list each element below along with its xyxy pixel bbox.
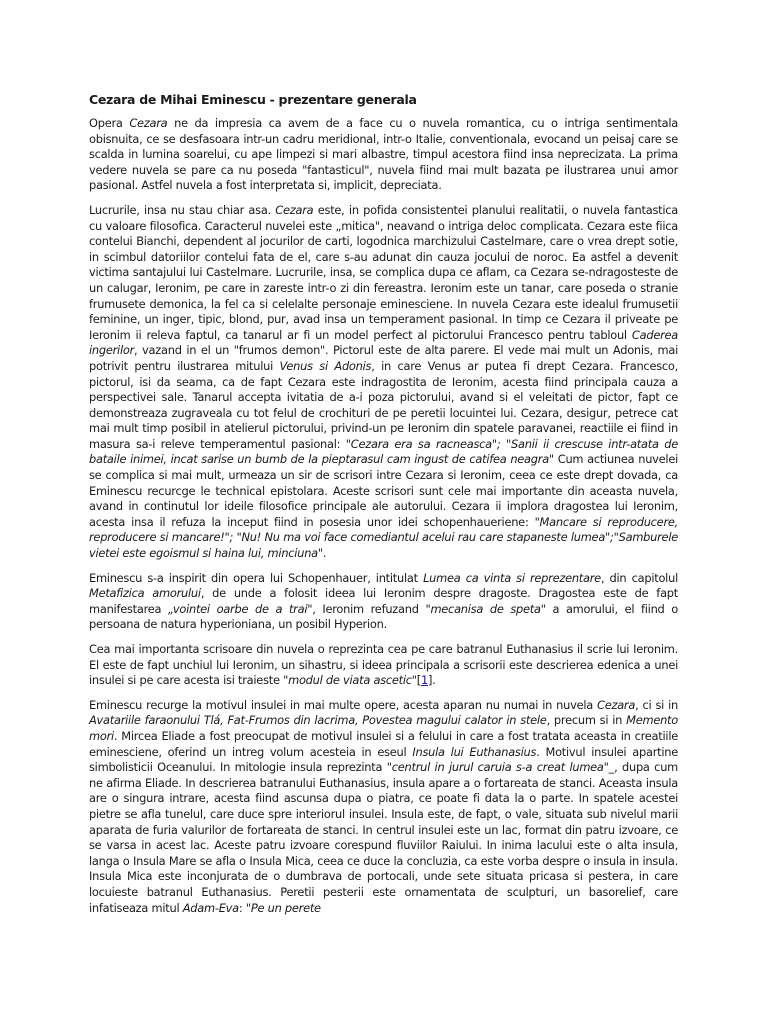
text-run: Cea mai importanta scrisoare din nuvela o reprezinta cea pe care batranul Euthanasius il scrie lui Ieronim. El este de fapt unchiul lui Ieronim, un sihastru, si ideea principala a scrisorii este descrierea edenica a unei insulei si pe care acesta isi traieste xyxy=(89,642,678,688)
text-run: . Motivul insulei apartine simbolisticii Oceanului. In mitologie insula reprezinta xyxy=(89,744,679,775)
text-run: : xyxy=(238,900,246,915)
italic-text-run: Memento mori xyxy=(89,713,678,743)
italic-text-run: „vointei oarbe de a trai" xyxy=(168,601,313,616)
text-run: Eminescu recurge la motivul insulei in mai multe opere, acesta aparan nu numai in nuvela xyxy=(89,697,598,712)
text-run: _, dupa cum ne afirma Eliade. In descrierea batranului Euthanasius, insula apare a o fortareata de stanci. Aceasta insula are o singura intrare, acesta fiind ascunsa dupa o piatra, ce poate fi data la o parte. In spatele acestei pietre se afla tunelul, care duce spre interiorul insulei. Insula este, de fapt, o vale, situata sub nivelul marii aparata de furia valurilor de fortareata de stanci. In centrul insulei este un lac, format din patru izvoare, ce se varsa in acest lac. Aceste patru izvoare corespund fluviilor Raiului. In inima lacului este o alta insula, langa o Insula Mare se afla o Insula Mica, ceea ce duce la concluzia, ca este vorba despre o insula in insula. Insula Mica este inconjurata de o dumbrava de portocali, unde sete situata pricasa si pestera, in care locuieste batranul Euthanasius. Peretii pesterii este ornamentata de sculpturi, un basorelief, care infatiseaza mitul xyxy=(89,760,679,915)
text-run: , in care Venus ar putea fi drept Cezara. Francesco, pictorul, isi da seama, ca de fapt Cezara este indragostita de Ieronim, acesta fiind principala cauza a perspectivei sale. Tanarul accepta ivitatia de a-i poza pictorului, avand si el veleitati de pictor, fapt ce demonstreaza zugraveala cu tot felul de crochituri de pe peretii locuintei lui. Cezara, desigur, petrece cat mai mult timp posibil in atelierul pictorului, privind-un pe Ieronim din spatele paravanei, reactiile ei fiind in masura sa-i releve temperamentul pasional: xyxy=(89,358,678,451)
paragraph xyxy=(89,698,678,916)
italic-text-run: Adam-Eva xyxy=(182,900,239,915)
text-run: , Ieronim refuzand xyxy=(312,601,426,616)
text-run: . xyxy=(322,546,327,561)
text-run: Lucrurile, insa nu stau chiar asa. xyxy=(89,202,276,217)
text-run: , precum si in xyxy=(546,713,627,728)
italic-text-run: Metafizica amorului xyxy=(89,586,201,601)
text-run: , din capitolul xyxy=(600,570,678,585)
paragraph xyxy=(89,571,678,633)
italic-text-run: Lumea ca vinta si reprezentare xyxy=(423,570,601,585)
text-run: , ci si in xyxy=(635,697,678,712)
document-page xyxy=(89,92,678,925)
italic-text-run: "Pe un perete xyxy=(245,900,321,915)
italic-text-run: "centrul in jurul caruia s-a creat lumea" xyxy=(386,760,609,775)
document-body xyxy=(89,116,678,916)
paragraph xyxy=(89,203,678,562)
text-run: este, in pofida consistentei planului realitatii, o nuvela fantastica cu valoare filosofica. Caracterul nuvelei este „mitica", neavand o intriga deloc complicata. Cezara este fiica contelui Bianchi, dependent al jocurilor de carti, logodnica marchizului Castelmare, care o vrea drept sotie, in scimbul datoriilor contelui fata de el, care s-au adunat din cauza jocului de noroc. Ea astfel a devenit victima santajului lui Castelmare. Lucrurile, insa, se complica dupa ce aflam, ca Cezara se-ndragosteste de un calugar, Ieronim, pe care in zareste intr-o zi din fereastra. Ieronim este un tanar, care poseda o stranie frumusete demonica, la fel ca si celelalte personaje eminesciene. In nuvela Cezara este idealul frumusetii feminine, un inger, tipic, blond, pur, avad insa un temperament pasional. In timp ce Cezara il priveate pe Ieronim ii releva faptul, ca tanarul ar fi un model perfect al pictorului Francesco pentru tabloul xyxy=(89,202,679,342)
text-run: , de unde a folosit ideea lui Ieronim despre dragoste. Dragostea este de fapt manifestarea xyxy=(89,586,678,616)
text-run: . Mircea Eliade a fost preocupat de motivul insulei si a felului in care a fost tratata aceasta in creatiile eminesciene, oferind un intreg volum acesteia in eseul xyxy=(89,728,678,759)
text-run: , vazand in el un "frumos demon". Pictorul este de alta parere. El vede mai mult un Adonis, mai potrivit pentru ilustrarea mitului xyxy=(89,343,678,373)
italic-text-run: "Cezara era sa racneasca"; "Sanii ii crescuse intr-atata de bataile inimei, incat sarise un bumb de la pieptarasul cam ingust de catifea neagra" xyxy=(89,436,678,467)
italic-text-run: Cezara xyxy=(129,116,168,130)
document-title: Cezara de Mihai Eminescu - prezentare generala xyxy=(89,92,417,107)
italic-text-run: Insula lui Euthanasius xyxy=(412,744,537,759)
text-run: a amorului, el fiind o persoana de natura hyperioniana, un posibil Hyperion. xyxy=(89,601,679,632)
text-run: Opera xyxy=(89,116,130,130)
paragraph xyxy=(89,116,678,194)
text-run: [ xyxy=(416,673,421,688)
text-run: Cum actiunea nuvelei se complica si mai mult, urmeaza un sir de scrisori intre Cezara si Ieronim, ceea ce este drept dovada, ca Eminescu recurcge le technical epistolara. Aceste scrisori sunt cele mai importante din aceasta nuvela, avand in continutul lor ideile filosofice principale ale autorului. Cezara ii implora dragostea lui Ieronim, acesta insa il refuza la inceput fiind in posesia unor idei schopenhaueriene: xyxy=(89,452,678,529)
italic-text-run: "mecanisa de speta" xyxy=(425,601,546,616)
italic-text-run: Cezara xyxy=(597,697,636,712)
italic-text-run: "modul de viata ascetic" xyxy=(283,673,417,688)
italic-text-run: Avatariile faraonului Tlá, Fat-Frumos din lacrima, Povestea magului calator in stele xyxy=(89,713,547,728)
italic-text-run: Venus si Adonis xyxy=(279,358,372,373)
italic-text-run: "Mancare si reproducere, reproducere si mancare!"; "Nu! Nu ma voi face comediantul acelui rau care stapaneste lumea";"Samburele vietei este egoismul si haina lui, minciuna" xyxy=(89,514,679,561)
footnote-link[interactable]: 1 xyxy=(420,673,428,688)
text-run: ]. xyxy=(427,673,436,688)
italic-text-run: Caderea ingerilor xyxy=(89,327,678,358)
italic-text-run: Cezara xyxy=(275,202,314,217)
paragraph xyxy=(89,642,678,689)
text-run: Eminescu s-a inspirit din opera lui Schopenhauer, intitulat xyxy=(89,570,424,585)
text-run: ne da impresia ca avem de a face cu o nuvela romantica, cu o intriga sentimentala obisnuita, ce se desfasoara intr-un cadru meridional, intr-o Italie, conventionala, evocand un peisaj care se scalda in lumina soarelui, cu ape limpezi si mari albastre, timpul acestora fiind insa neprecizata. La prima vedere nuvela se pare ca nu poseda "fantasticul", nuvela fiind mai mult bazata pe ilustrarea unui amor pasional. Astfel nuvela a fost interpretata si, implicit, depreciata. xyxy=(89,116,678,193)
